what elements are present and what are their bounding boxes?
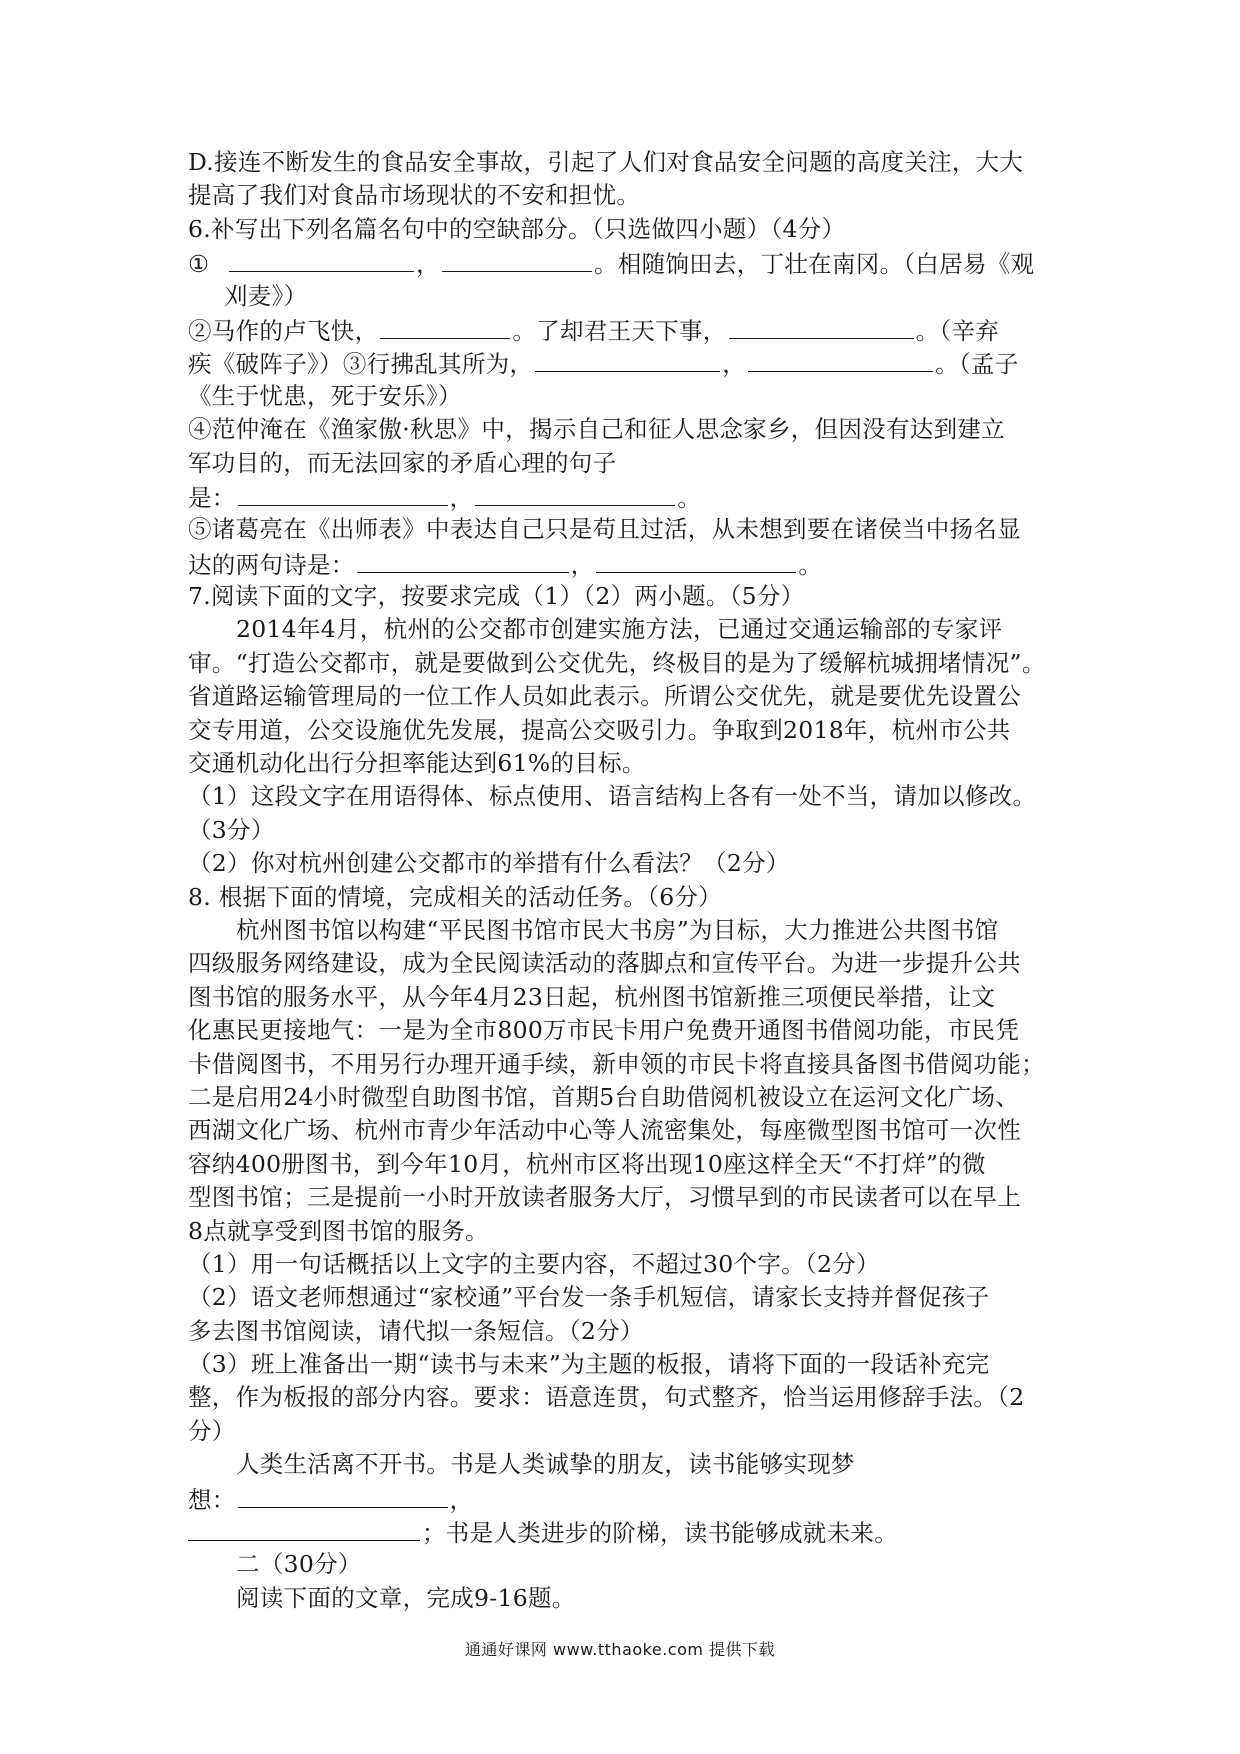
q8-sub1: （1）用一句话概括以上文字的主要内容，不超过30个字。（2分） bbox=[188, 1249, 880, 1278]
q8-sub2-line1: （2）语文老师想通过“家校通”平台发一条手机短信，请家长支持并督促孩子 bbox=[188, 1283, 990, 1312]
q8-fill-line2 bbox=[188, 1482, 1058, 1515]
q8-para-line: 图书馆的服务水平，从今年4月23日起，杭州图书馆新推三项便民举措，让文 bbox=[188, 982, 996, 1011]
q6-item3-suffix: 。（孟子 bbox=[935, 350, 1019, 379]
q8-fill-blank-b[interactable] bbox=[188, 1515, 420, 1541]
q8-fill-line1: 人类生活离不开书。书是人类诚挚的朋友，读书能够实现梦 bbox=[236, 1450, 855, 1479]
q6-item1-sep: ， bbox=[416, 250, 440, 279]
q7-sub2: （2）你对杭州创建公交都市的举措有什么看法？（2分） bbox=[188, 849, 790, 878]
q7-para-line: 2014年4月，杭州的公交都市创建实施方法，已通过交通运输部的专家评 bbox=[236, 615, 1003, 644]
q8-para-line: 杭州图书馆以构建“平民图书馆市民大书房”为目标，大力推进公共图书馆 bbox=[236, 915, 999, 944]
q6-title: 6.补写出下列名篇名句中的空缺部分。（只选做四小题）（4分） bbox=[188, 214, 846, 243]
q8-para-line: 二是启用24小时微型自助图书馆，首期5台自助借阅机被设立在运河文化广场、 bbox=[188, 1082, 1020, 1111]
q6-item4-answer bbox=[188, 480, 1058, 513]
q6-item2 bbox=[188, 313, 1058, 346]
q6-item1-blank-b[interactable] bbox=[442, 246, 592, 272]
q6-item3-blank-b[interactable] bbox=[748, 346, 933, 372]
q6-item4-blank-a[interactable] bbox=[238, 480, 448, 506]
q6-item1-blank-a[interactable] bbox=[229, 246, 414, 272]
q7-para-line: 交通机动化出行分担率能达到61%的目标。 bbox=[188, 749, 646, 778]
q8-para-line: 四级服务网络建设，成为全民阅读活动的落脚点和宣传平台。为进一步提升公共 bbox=[188, 949, 1021, 978]
q8-para-line: 化惠民更接地气：一是为全市800万市民卡用户免费开通图书借阅功能，市民凭 bbox=[188, 1016, 1020, 1045]
q6-item3-blank-a[interactable] bbox=[535, 346, 720, 372]
q6-item1-prefix: ① bbox=[188, 250, 210, 279]
q6-item5-end: 。 bbox=[798, 550, 823, 579]
q6-item2-blank-b[interactable] bbox=[729, 313, 914, 339]
q5-option-d-line2: 提高了我们对食品市场现状的不安和担忧。 bbox=[188, 181, 641, 210]
q8-fill-prefix: 想： bbox=[188, 1485, 236, 1514]
q6-item4-sep: ， bbox=[449, 483, 474, 512]
q8-title: 8. 根据下面的情境，完成相关的活动任务。（6分） bbox=[188, 882, 723, 911]
section2-instruction: 阅读下面的文章，完成9-16题。 bbox=[236, 1583, 576, 1612]
section2-title: 二（30分） bbox=[236, 1550, 362, 1579]
q8-sub3-line3: 分） bbox=[188, 1416, 236, 1445]
q6-item2-prefix: ②马作的卢飞快， bbox=[188, 316, 379, 345]
q6-item4-line2: 军功目的，而无法回家的矛盾心理的句子 bbox=[188, 448, 617, 477]
q8-fill-blank-a[interactable] bbox=[238, 1482, 448, 1508]
q8-sub3-line1: （3）班上准备出一期“读书与未来”为主题的板报，请将下面的一段话补充完 bbox=[188, 1350, 990, 1379]
q7-title: 7.阅读下面的文字，按要求完成（1）（2）两小题。（5分） bbox=[188, 582, 805, 611]
q6-item5-prefix: 达的两句诗是： bbox=[188, 550, 355, 579]
q6-item4-blank-b[interactable] bbox=[475, 480, 675, 506]
footer-watermark: 通通好课网 www.tthaoke.com 提供下载 bbox=[464, 1640, 776, 1659]
q6-item5-blank-a[interactable] bbox=[357, 547, 569, 573]
exam-page bbox=[188, 146, 1058, 1615]
q6-item4-line1: ④范仲淹在《渔家傲·秋思》中，揭示自己和征人思念家乡，但因没有达到建立 bbox=[188, 415, 1005, 444]
q6-item2-blank-a[interactable] bbox=[380, 313, 510, 339]
q8-para-line: 卡借阅图书，不用另行办理开通手续，新申领的市民卡将直接具备图书借阅功能； bbox=[188, 1049, 1045, 1078]
q6-item4-end: 。 bbox=[677, 483, 702, 512]
q8-fill-line3 bbox=[188, 1515, 1058, 1548]
q8-sub3-line2: 整，作为板报的部分内容。要求：语意连贯，句式整齐，恰当运用修辞手法。（2 bbox=[188, 1383, 1025, 1412]
q6-item3 bbox=[188, 346, 1058, 379]
q6-item3-prefix: 疾《破阵子》）③行拂乱其所为， bbox=[188, 350, 534, 379]
q6-item3-sep: ， bbox=[722, 350, 747, 379]
q8-fill-end: ；书是人类进步的阶梯，读书能够成就未来。 bbox=[422, 1519, 898, 1548]
q8-para-line: 西湖文化广场、杭州市青少年活动中心等人流密集处，每座微型图书馆可一次性 bbox=[188, 1116, 1021, 1145]
q7-sub1-line1: （1）这段文字在用语得体、标点使用、语言结构上各有一处不当，请加以修改。 bbox=[188, 782, 1037, 811]
q6-item1 bbox=[188, 246, 1058, 279]
q7-para-line: 审。“打造公交都市，就是要做到公交优先，终极目的是为了缓解杭城拥堵情况”。 bbox=[188, 648, 1046, 677]
q5-option-d-line1: D.接连不断发生的食品安全事故，引起了人们对食品安全问题的高度关注，大大 bbox=[188, 148, 1024, 176]
q8-para-line: 容纳400册图书，到今年10月，杭州市区将出现10座这样全天“不打烊”的微 bbox=[188, 1149, 986, 1178]
q6-item5-answer bbox=[188, 547, 1058, 580]
q6-item3-cont: 《生于忧患，死于安乐》） bbox=[188, 381, 462, 410]
q6-item5-blank-b[interactable] bbox=[596, 547, 796, 573]
q6-item1-suffix: 。相随饷田去，丁壮在南冈。（白居易《观 bbox=[593, 250, 1035, 279]
q7-para-line: 交专用道，公交设施优先发展，提高公交吸引力。争取到2018年，杭州市公共 bbox=[188, 715, 1011, 744]
q6-item2-suffix: 。（辛弃 bbox=[915, 316, 1000, 345]
q6-item4-prefix: 是： bbox=[188, 483, 236, 512]
q6-item5-sep: ， bbox=[570, 550, 595, 579]
q8-para-line: 型图书馆；三是提前一小时开放读者服务大厅，习惯早到的市民读者可以在早上 bbox=[188, 1183, 1021, 1212]
q6-item1-cont: 刈麦》） bbox=[224, 281, 308, 310]
q6-item5-line1: ⑤诸葛亮在《出师表》中表达自己只是苟且过活，从未想到要在诸侯当中扬名显 bbox=[188, 515, 1021, 544]
q8-para-line: 8点就享受到图书馆的服务。 bbox=[188, 1216, 489, 1245]
q8-fill-sep: ， bbox=[449, 1485, 474, 1514]
q7-para-line: 省道路运输管理局的一位工作人员如此表示。所谓公交优先，就是要优先设置公 bbox=[188, 682, 1021, 711]
q7-sub1-line2: （3分） bbox=[188, 815, 275, 844]
q6-item2-mid: 。了却君王天下事， bbox=[512, 316, 727, 345]
q8-sub2-line2: 多去图书馆阅读，请代拟一条短信。（2分） bbox=[188, 1316, 644, 1345]
